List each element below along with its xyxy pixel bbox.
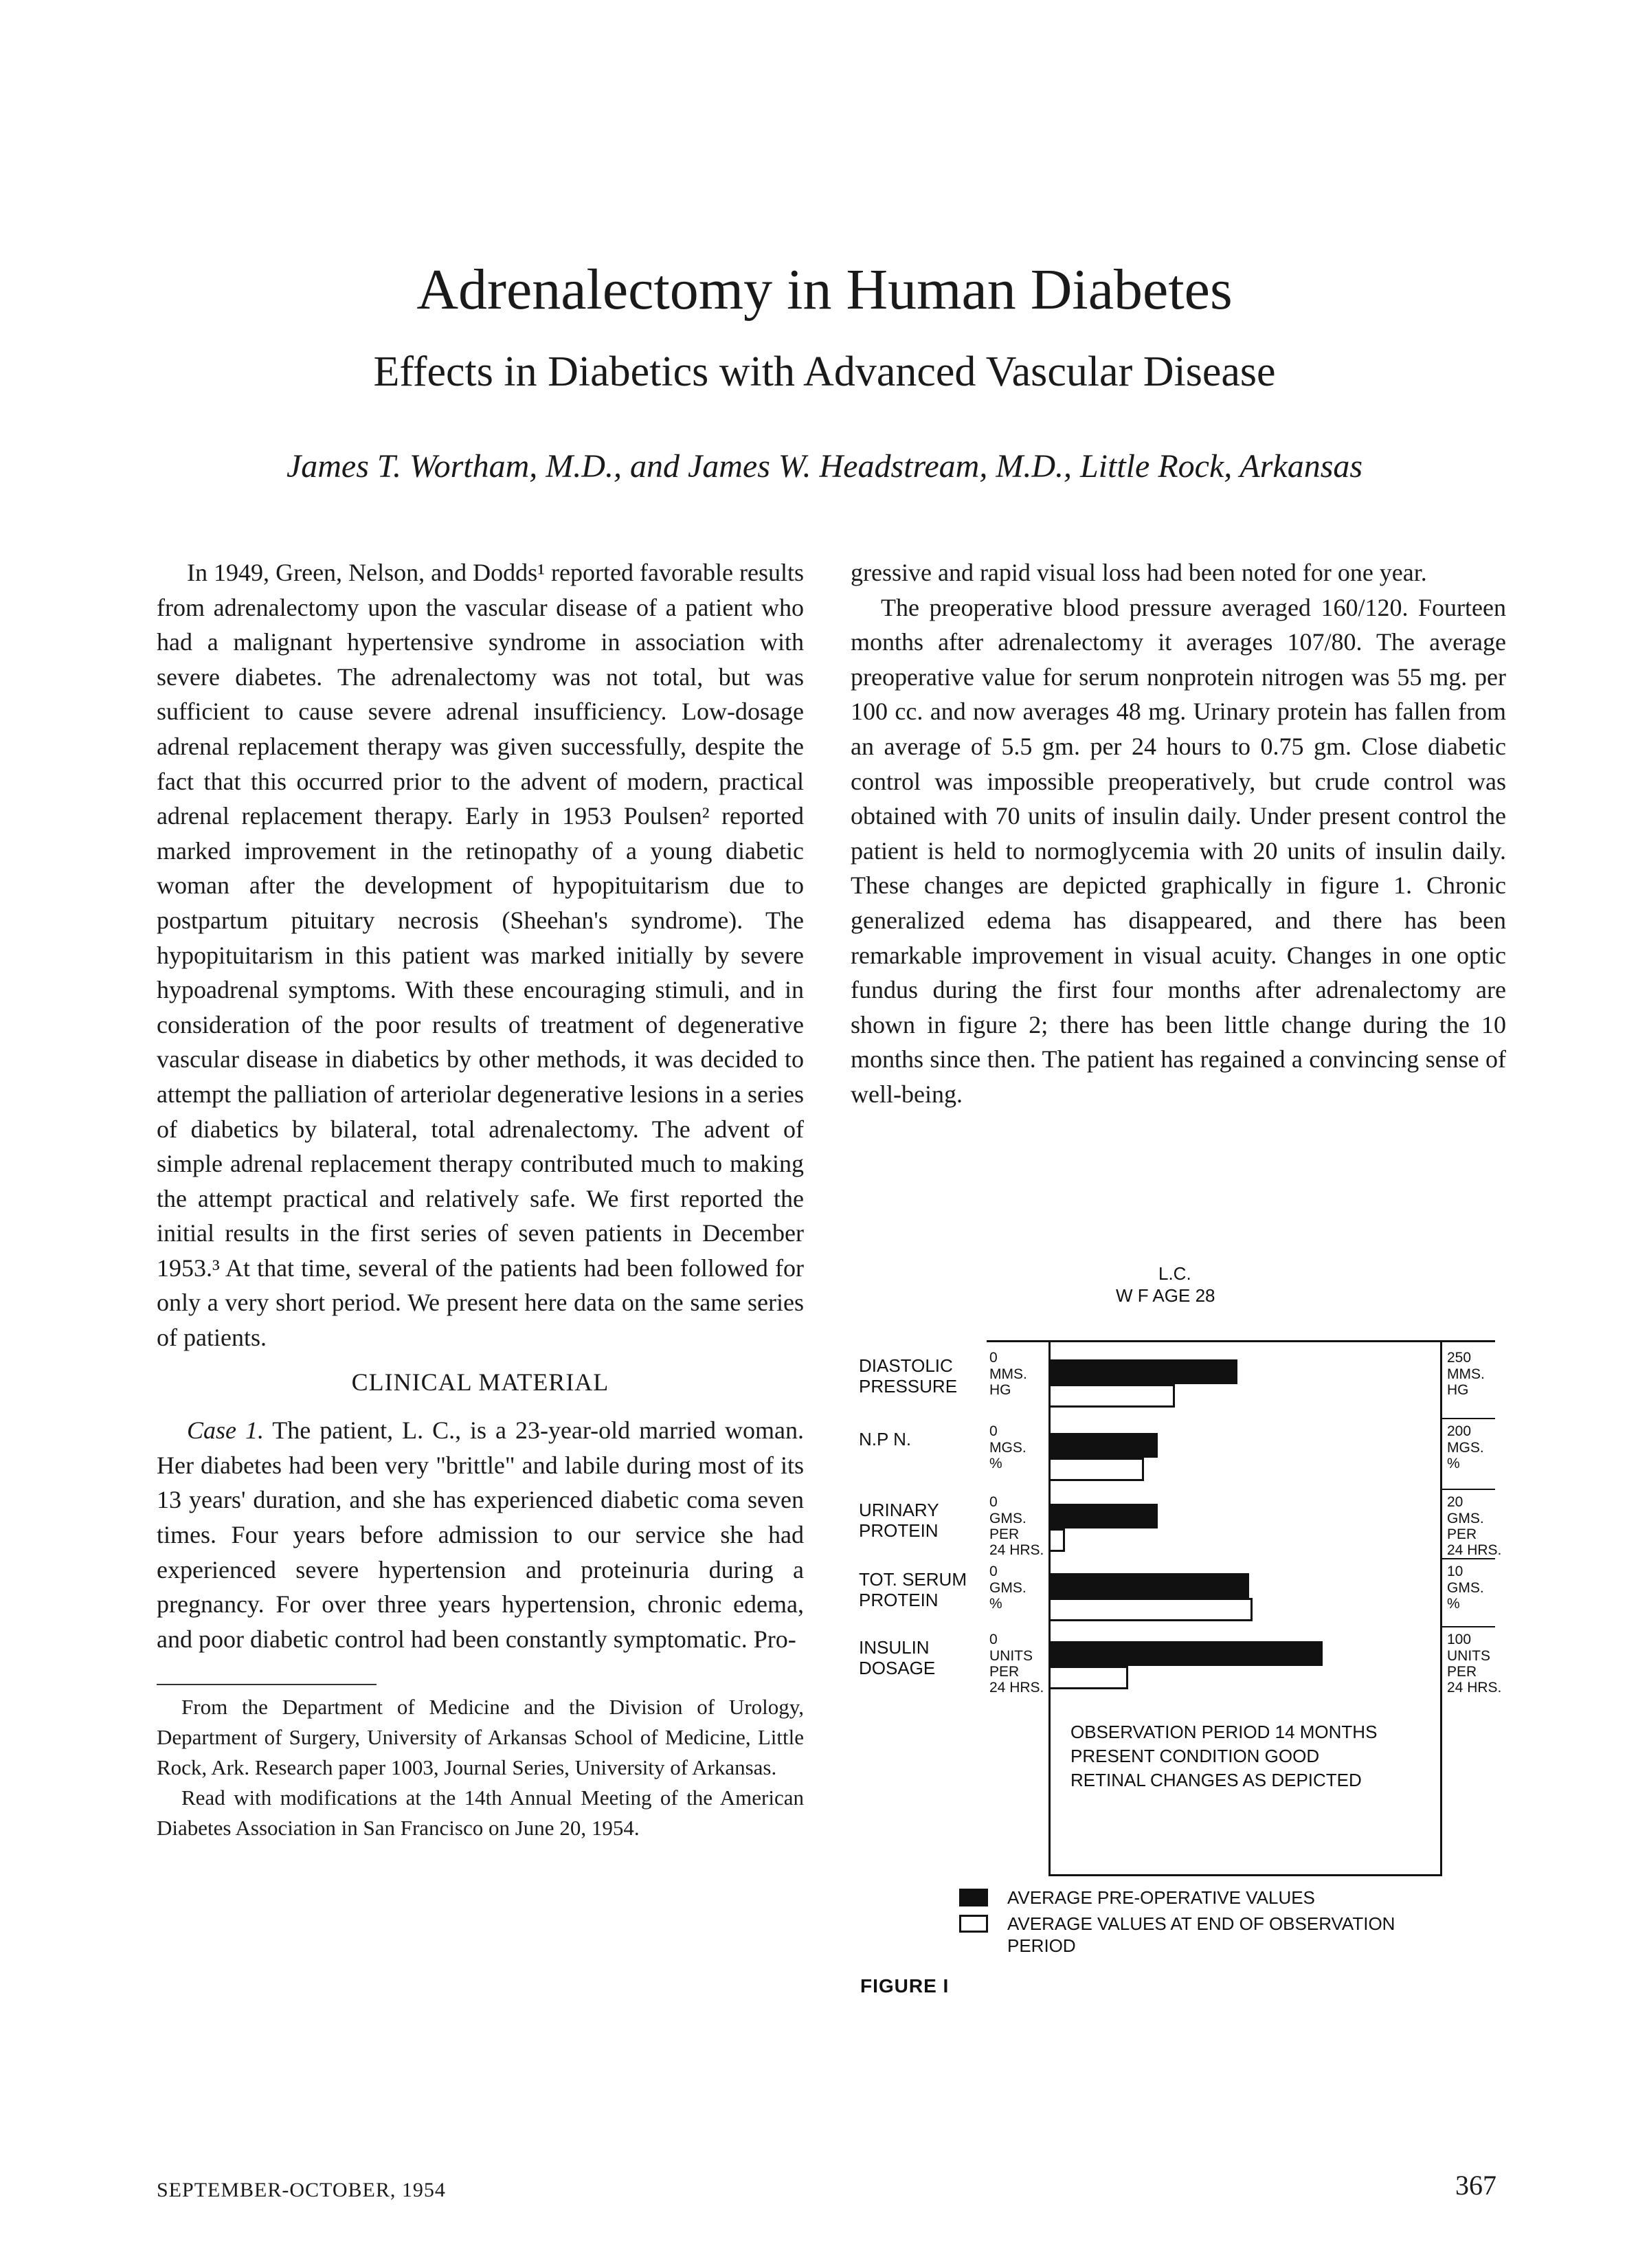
footnote-meeting: Read with modifications at the 14th Annual Meeting of the American Diabetes Association in San Francisco on June 20, 1954. (157, 1786, 804, 1841)
row-separator-2 (1442, 1489, 1495, 1490)
case-label: Case 1. (187, 1416, 264, 1445)
row-unit-left-1: MGS. % (989, 1440, 1027, 1471)
row-unit-right-4: UNITS PER 24 HRS. (1447, 1648, 1502, 1696)
footnote-affiliation: From the Department of Medicine and the Division of Urology, Department of Surgery, University of Arkansas School of Medicine, Little Rock, Ark. Research paper 1003, Journal Series, University of Arkansas. (157, 1695, 804, 1780)
bar-post-0 (1051, 1384, 1175, 1408)
chart-top-border (987, 1340, 1495, 1342)
observation-line-2: PRESENT CONDITION GOOD (1070, 1746, 1320, 1766)
right-column (851, 555, 1506, 1112)
case-paragraph (157, 1413, 804, 1656)
row-unit-left-4: UNITS PER 24 HRS. (989, 1648, 1044, 1696)
figure-caption: FIGURE I (860, 1975, 950, 1997)
row-max-4: 100 (1447, 1632, 1472, 1647)
row-label-0: DIASTOLIC PRESSURE (859, 1355, 958, 1397)
chart-left-axis (1048, 1340, 1051, 1876)
continuation-paragraph: gressive and rapid visual loss had been noted for one year. (851, 559, 1427, 586)
figure-patient-id: L.C. (1158, 1263, 1191, 1284)
journal-issue: SEPTEMBER-OCTOBER, 1954 (157, 2179, 446, 2201)
section-heading: CLINICAL MATERIAL (351, 1368, 609, 1396)
row-label-2: URINARY PROTEIN (859, 1500, 939, 1541)
case-text: The patient, L. C., is a 23-year-old married woman. Her diabetes had been very "brittle" and labile during most of its 13 years' duration, and she has experienced diabetic coma seven times. Four years before admission to our service she had experienced severe hypertension and proteinuria during a pregnancy. For over three years hypertension, chronic edema, and poor diabetic control had been constantly symptomatic. Pro- (157, 1416, 804, 1653)
chart-right-axis (1440, 1340, 1442, 1876)
legend-post-swatch (959, 1915, 988, 1933)
results-paragraph: The preoperative blood pressure averaged 160/120. Fourteen months after adrenalectomy it averages 107/80. The average preoperative value for serum nonprotein nitrogen was 55 mg. per 100 cc. and now averages 48 mg. Urinary protein has fallen from an average of 5.5 gm. per 24 hours to 0.75 gm. Close diabetic control was impossible preoperatively, but crude control was obtained with 70 units of insulin daily. Under present control the patient is held to normoglycemia with 20 units of insulin daily. These changes are depicted graphically in figure 1. Chronic generalized edema has disappeared, and there has been remarkable improvement in visual acuity. Changes in one optic fundus during the first four months after adrenalectomy are shown in figure 2; there has been little change during the 10 months since then. The patient has regained a convincing sense of well-being. (851, 593, 1506, 1108)
row-min-3: 0 (989, 1564, 998, 1579)
row-max-3: 10 (1447, 1564, 1463, 1579)
intro-paragraph: In 1949, Green, Nelson, and Dodds¹ reported favorable results from adrenalectomy upon the vascular disease of a patient who had a malignant hypertensive syndrome in association with severe diabetes. The adrenalectomy was not total, but was sufficient to cause severe adrenal insufficiency. Low-dosage adrenal replacement therapy was given successfully, despite the fact that this occurred prior to the advent of modern, practical adrenal replacement therapy. Early in 1953 Poulsen² reported marked improvement in the retinopathy of a young diabetic woman after the development of hypopituitarism due to postpartum pituitary necrosis (Sheehan's syndrome). The hypopituitarism in this patient was marked initially by severe hypoadrenal symptoms. With these encouraging stimuli, and in consideration of the poor results of treatment of degenerative vascular disease in diabetics by other methods, it was decided to attempt the palliation of arteriolar degenerative lesions in a series of diabetics by bilateral, total adrenalectomy. The advent of simple adrenal replacement therapy contributed much to making the attempt practical and relatively safe. We first reported the initial results in the first series of seven patients in December 1953.³ At that time, several of the patients had been followed for only a very short period. We present here data on the same series of patients. (157, 559, 804, 1352)
row-label-1: N.P N. (859, 1429, 912, 1449)
row-max-1: 200 (1447, 1423, 1472, 1439)
legend-pre-label: AVERAGE PRE-OPERATIVE VALUES (1007, 1887, 1315, 1908)
figure-patient-detail: W F AGE 28 (1116, 1285, 1215, 1306)
footnotes (157, 1684, 804, 1843)
row-unit-right-3: GMS. % (1447, 1580, 1484, 1612)
observation-line-1: OBSERVATION PERIOD 14 MONTHS (1070, 1722, 1378, 1742)
row-min-4: 0 (989, 1632, 998, 1647)
bar-post-3 (1051, 1598, 1253, 1621)
row-unit-right-2: GMS. PER 24 HRS. (1447, 1511, 1502, 1558)
article-subtitle: Effects in Diabetics with Advanced Vascular Disease (373, 348, 1276, 395)
bar-pre-4 (1051, 1641, 1323, 1666)
legend-post-label-line-1: AVERAGE VALUES AT END OF OBSERVATION (1007, 1913, 1395, 1934)
observation-line-3: RETINAL CHANGES AS DEPICTED (1070, 1770, 1362, 1790)
legend-post-label-line-2: PERIOD (1007, 1935, 1076, 1956)
row-unit-left-0: MMS. HG (989, 1366, 1027, 1398)
row-separator-4 (1442, 1626, 1495, 1627)
row-label-4: INSULIN DOSAGE (859, 1637, 936, 1678)
bar-post-4 (1051, 1666, 1128, 1689)
row-min-2: 0 (989, 1494, 998, 1510)
row-max-0: 250 (1447, 1350, 1472, 1366)
row-separator-1 (1442, 1418, 1495, 1419)
article-authors: James T. Wortham, M.D., and James W. Headstream, M.D., Little Rock, Arkansas (286, 448, 1363, 485)
bar-pre-2 (1051, 1504, 1158, 1528)
row-separator-3 (1442, 1558, 1495, 1559)
row-max-2: 20 (1447, 1494, 1463, 1510)
legend-pre-swatch (959, 1889, 988, 1906)
row-unit-right-0: MMS. HG (1447, 1366, 1485, 1398)
article-title: Adrenalectomy in Human Diabetes (416, 258, 1233, 322)
bar-post-2 (1051, 1528, 1065, 1552)
bar-pre-1 (1051, 1433, 1158, 1458)
row-unit-left-2: GMS. PER 24 HRS. (989, 1511, 1044, 1558)
row-unit-right-1: MGS. % (1447, 1440, 1484, 1471)
bar-post-1 (1051, 1458, 1144, 1481)
chart-bottom-border (1048, 1874, 1442, 1876)
left-column (157, 555, 804, 1843)
row-min-1: 0 (989, 1423, 998, 1439)
footnote-rule (157, 1684, 377, 1685)
bar-pre-3 (1051, 1573, 1249, 1598)
row-min-0: 0 (989, 1350, 998, 1366)
page-number: 367 (1455, 2170, 1496, 2201)
row-unit-left-3: GMS. % (989, 1580, 1027, 1612)
row-label-3: TOT. SERUM PROTEIN (859, 1569, 967, 1610)
bar-pre-0 (1051, 1359, 1237, 1384)
